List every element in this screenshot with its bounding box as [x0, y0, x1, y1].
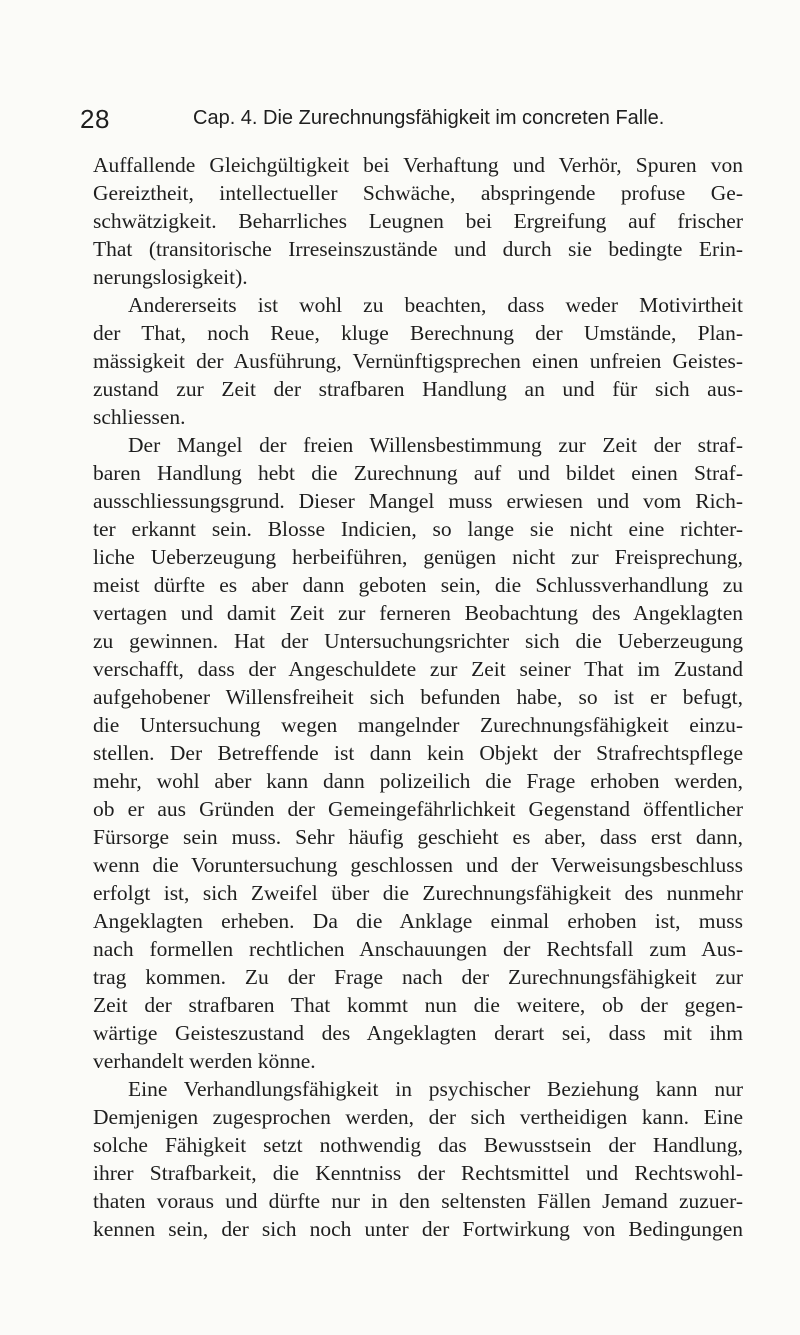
text-line: Gereiztheit, intellectueller Schwäche, abspringende profuse Ge- [93, 181, 743, 205]
text-line: zustand zur Zeit der strafbaren Handlung an und für sich aus- [93, 377, 743, 401]
text-line: Fürsorge sein muss. Sehr häufig geschieht es aber, dass erst dann, [93, 825, 743, 849]
text-line: mässigkeit der Ausführung, Vernünftigsprechen einen unfreien Geistes- [93, 349, 743, 373]
text-line: liche Ueberzeugung herbeiführen, genügen nicht zur Freisprechung, [93, 545, 743, 569]
text-line: trag kommen. Zu der Frage nach der Zurechnungsfähigkeit zur [93, 965, 743, 989]
body-text [93, 151, 743, 1243]
text-line: schwätzigkeit. Beharrliches Leugnen bei Ergreifung auf frischer [93, 209, 743, 233]
text-line: Zeit der strafbaren That kommt nun die weitere, ob der gegen- [93, 993, 743, 1017]
text-line: erfolgt ist, sich Zweifel über die Zurechnungsfähigkeit des nunmehr [93, 881, 743, 905]
text-line: wenn die Voruntersuchung geschlossen und der Verweisungsbeschluss [93, 853, 743, 877]
text-line: kennen sein, der sich noch unter der Fortwirkung von Bedingungen [93, 1217, 743, 1241]
text-line: stellen. Der Betreffende ist dann kein Objekt der Strafrechtspflege [93, 741, 743, 765]
text-line: nerungslosigkeit). [93, 265, 248, 289]
text-line: Demjenigen zugesprochen werden, der sich vertheidigen kann. Eine [93, 1105, 743, 1129]
text-line: der That, noch Reue, kluge Berechnung der Umstände, Plan- [93, 321, 743, 345]
page-number: 28 [80, 104, 110, 134]
text-line: ausschliessungsgrund. Dieser Mangel muss erwiesen und vom Rich- [93, 489, 743, 513]
text-line: Der Mangel der freien Willensbestimmung zur Zeit der straf- [128, 433, 743, 457]
paragraph [93, 151, 743, 291]
text-line: verschafft, dass der Angeschuldete zur Zeit seiner That im Zustand [93, 657, 743, 681]
text-line: thaten voraus und dürfte nur in den seltensten Fällen Jemand zuzuer- [93, 1189, 743, 1213]
page-header [80, 104, 800, 138]
text-line: That (transitorische Irreseinszustände und durch sie bedingte Erin- [93, 237, 743, 261]
text-line: mehr, wohl aber kann dann polizeilich die Frage erhoben werden, [93, 769, 743, 793]
text-line: ihrer Strafbarkeit, die Kenntniss der Rechtsmittel und Rechtswohl- [93, 1161, 743, 1185]
text-line: die Untersuchung wegen mangelnder Zurechnungsfähigkeit einzu- [93, 713, 743, 737]
text-line: zu gewinnen. Hat der Untersuchungsrichter sich die Ueberzeugung [93, 629, 743, 653]
text-line: Eine Verhandlungsfähigkeit in psychischer Beziehung kann nur [128, 1077, 743, 1101]
text-line: schliessen. [93, 405, 186, 429]
text-line: Angeklagten erheben. Da die Anklage einmal erhoben ist, muss [93, 909, 743, 933]
text-line: wärtige Geisteszustand des Angeklagten derart sei, dass mit ihm [93, 1021, 743, 1045]
text-line: meist dürfte es aber dann geboten sein, die Schlussverhandlung zu [93, 573, 743, 597]
text-line: Andererseits ist wohl zu beachten, dass weder Motivirtheit [128, 293, 743, 317]
running-head: Cap. 4. Die Zurechnungsfähigkeit im concreten Falle. [193, 107, 665, 129]
paragraph [93, 291, 743, 431]
text-line: vertagen und damit Zeit zur ferneren Beobachtung des Angeklagten [93, 601, 743, 625]
text-line: solche Fähigkeit setzt nothwendig das Bewusstsein der Handlung, [93, 1133, 743, 1157]
text-line: verhandelt werden könne. [93, 1049, 316, 1073]
text-line: Auffallende Gleichgültigkeit bei Verhaftung und Verhör, Spuren von [93, 153, 743, 177]
text-line: aufgehobener Willensfreiheit sich befunden habe, so ist er befugt, [93, 685, 743, 709]
text-line: nach formellen rechtlichen Anschauungen der Rechtsfall zum Aus- [93, 937, 743, 961]
paragraph [93, 1075, 743, 1243]
text-line: ter erkannt sein. Blosse Indicien, so lange sie nicht eine richter- [93, 517, 743, 541]
paragraph [93, 431, 743, 1075]
text-line: baren Handlung hebt die Zurechnung auf und bildet einen Straf- [93, 461, 743, 485]
text-line: ob er aus Gründen der Gemeingefährlichkeit Gegenstand öffentlicher [93, 797, 743, 821]
